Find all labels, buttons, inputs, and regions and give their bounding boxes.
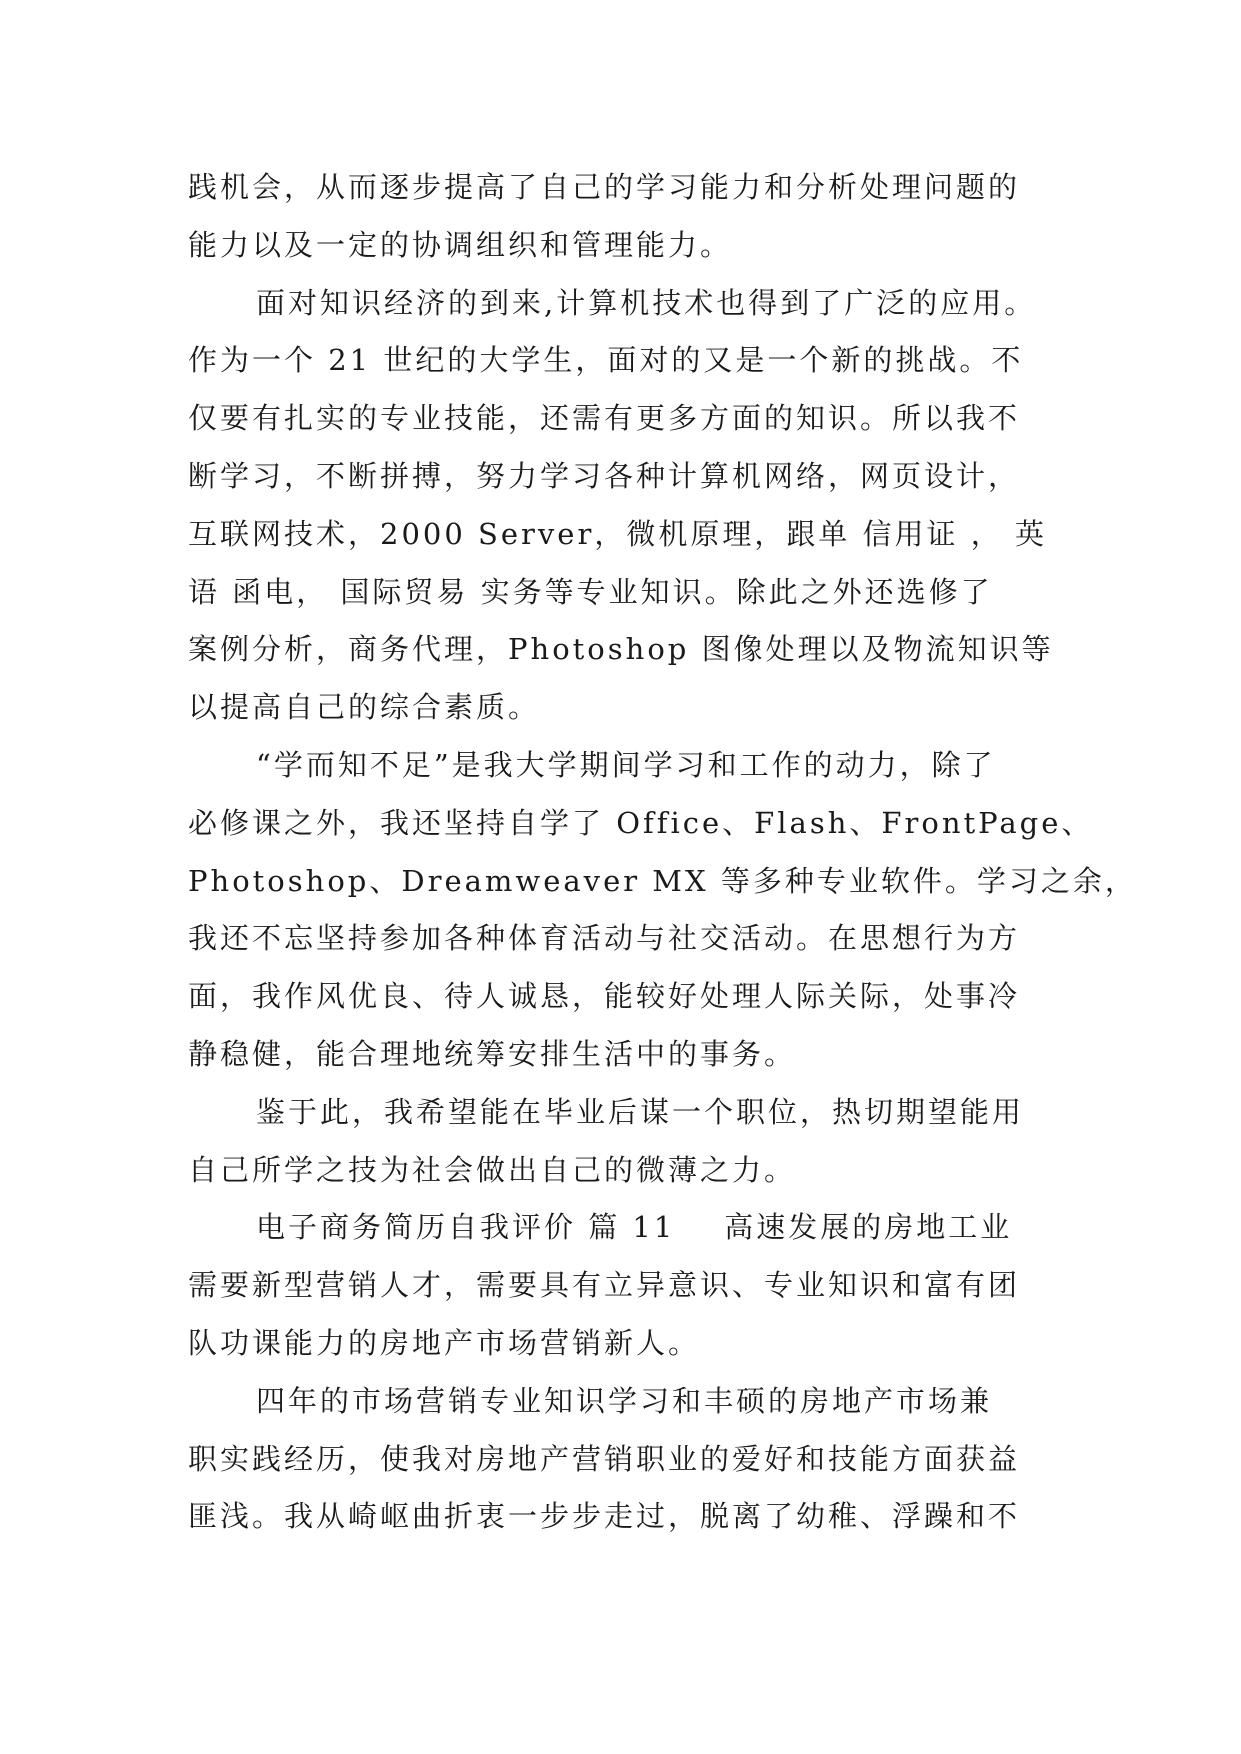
text-line: 鉴于此，我希望能在毕业后谋一个职位，热切期望能用	[256, 1094, 1025, 1129]
text-line: 以提高自己的综合素质。	[188, 690, 541, 725]
text-line: 互联网技术，2000 Server，微机原理，跟单 信用证 ， 英	[188, 516, 1047, 551]
text-line: 必修课之外，我还坚持自学了 Office、Flash、FrontPage、	[188, 805, 1094, 840]
text-line: “学而知不足”是我大学期间学习和工作的动力，除了	[256, 747, 996, 782]
text-line: 职实践经历，使我对房地产营销职业的爱好和技能方面获益	[188, 1441, 1021, 1476]
text-line: 仅要有扎实的专业技能，还需有更多方面的知识。所以我不	[188, 401, 1021, 436]
text-line: 断学习，不断拼搏，努力学习各种计算机网络，网页设计，	[188, 458, 1021, 493]
text-line: 面对知识经济的到来,计算机技术也得到了广泛的应用。	[256, 285, 1037, 320]
text-line: 需要新型营销人才，需要具有立异意识、专业知识和富有团	[188, 1268, 1021, 1303]
document-body	[188, 159, 1137, 1546]
text-line: 作为一个 21 世纪的大学生，面对的又是一个新的挑战。不	[188, 343, 1024, 378]
text-line: 匪浅。我从崎岖曲折衷一步步走过，脱离了幼稚、浮躁和不	[188, 1499, 1021, 1534]
text-line: 语 函电， 国际贸易 实务等专业知识。除此之外还选修了	[188, 574, 993, 609]
text-line: Photoshop、Dreamweaver MX 等多种专业软件。学习之余，	[188, 863, 1137, 898]
text-line: 队功课能力的房地产市场营销新人。	[188, 1325, 701, 1360]
text-line: 践机会，从而逐步提高了自己的学习能力和分析处理问题的	[188, 170, 1021, 204]
text-line: 四年的市场营销专业知识学习和丰硕的房地产市场兼	[256, 1383, 993, 1418]
text-line: 面，我作风优良、待人诚恳，能较好处理人际关际，处事冷	[188, 979, 1021, 1014]
text-line: 自己所学之技为社会做出自己的微薄之力。	[188, 1152, 797, 1187]
text-line: 案例分析，商务代理，Photoshop 图像处理以及物流知识等	[188, 632, 1054, 667]
text-line: 静稳健，能合理地统筹安排生活中的事务。	[188, 1036, 797, 1071]
text-line: 电子商务简历自我评价 篇 11 高速发展的房地工业	[256, 1210, 1013, 1245]
text-line: 能力以及一定的协调组织和管理能力。	[188, 227, 733, 262]
text-line: 我还不忘坚持参加各种体育活动与社交活动。在思想行为方	[188, 921, 1021, 956]
